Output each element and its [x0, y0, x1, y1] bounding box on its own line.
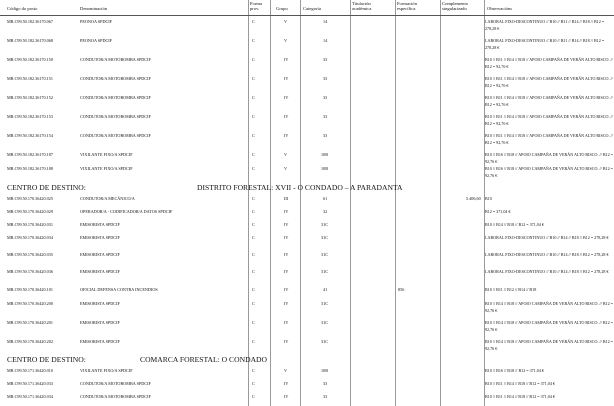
row-observacions: LABORAL FIXO-DESCONTINUO // B10 // B11 // B14 // B18 // B12 = 278,28 €	[485, 19, 605, 31]
row-grupo: V	[284, 38, 288, 43]
row-code: MR.C99.50.182.36170.067	[7, 19, 53, 24]
row-forma: C	[252, 114, 255, 119]
row-forma: C	[252, 394, 255, 399]
row-code: MR.C99.50.170.36420.201	[7, 320, 53, 325]
row-categoria: 14	[323, 38, 328, 43]
row-grupo: V	[284, 166, 288, 171]
row-observacions: B10 // B11 // B14 // B18 // APOIO CAMPAÑA DE VERÁN ALTO RISCO. // B12 = 92,76 €	[485, 57, 613, 69]
row-name: EMISORISTA SPDCIF	[80, 269, 120, 274]
column-rule	[440, 0, 441, 406]
row-forma: C	[252, 209, 255, 214]
row-observacions: LABORAL FIXO-DESCONTINUO // B10 // B14 // B18 // B12 = 278,28 €	[485, 252, 609, 257]
row-grupo: IV	[284, 133, 289, 138]
row-categoria: 61	[323, 196, 328, 201]
header-titulacion: Titulación	[352, 1, 371, 6]
row-categoria: 33	[323, 394, 328, 399]
row-grupo: V	[284, 152, 288, 157]
row-name: EMISORISTA SPDCIF	[80, 320, 120, 325]
row-grupo: V	[284, 19, 288, 24]
row-name: OFICIAL DEFENSA CONTRA INCENDIOS	[80, 287, 158, 292]
row-observacions: B10 // B16 // B18 // B12 = 371,04 €	[485, 368, 544, 373]
row-forma: C	[252, 76, 255, 81]
row-forma: C	[252, 196, 255, 201]
row-forma: C	[252, 133, 255, 138]
row-forma: C	[252, 381, 255, 386]
row-forma: C	[252, 320, 255, 325]
row-grupo: V	[284, 368, 288, 373]
row-code: MR.C99.50.182.36170.153	[7, 114, 53, 119]
row-code: MR.C99.50.182.36170.187	[7, 152, 53, 157]
row-name: EMISORISTA SPDCIF	[80, 252, 120, 257]
row-code: MR.C99.50.170.36420.029	[7, 209, 53, 214]
row-grupo: IV	[284, 235, 289, 240]
header-observacions: Observacións	[487, 6, 513, 11]
row-name: EMISORISTA SPDCIF	[80, 222, 120, 227]
row-code: MR.C99.50.182.36170.151	[7, 76, 53, 81]
row-categoria: 10B	[321, 152, 328, 157]
row-categoria: 10B	[321, 368, 328, 373]
row-observacions: B10 // B11 // B14 // B18 // APOIO CAMPAÑA DE VERÁN ALTO RISCO. // B12 = 92,76 €	[485, 114, 613, 126]
row-grupo: IV	[284, 95, 289, 100]
header-singularizado: singularizado	[442, 6, 467, 11]
row-grupo: III	[284, 196, 289, 201]
row-categoria: 31C	[321, 339, 328, 344]
row-categoria: 33	[323, 133, 328, 138]
row-code: MR.C99.50.170.36420.036	[7, 269, 53, 274]
row-forma: C	[252, 269, 255, 274]
row-categoria: 31C	[321, 269, 328, 274]
header-name: Denominación	[80, 6, 108, 11]
row-code: MR.C99.50.171.36420.034	[7, 394, 53, 399]
row-grupo: IV	[284, 320, 289, 325]
row-observacions: B12 = 371,04 €	[485, 209, 511, 214]
row-code: MR.C99.50.182.36170.188	[7, 166, 53, 171]
row-categoria: 14	[323, 19, 328, 24]
row-name: EMISORISTA SPDCIF	[80, 301, 120, 306]
row-observacions: B10 // B11 // B14 // B18 // APOIO CAMPAÑA DE VERÁN ALTO RISCO. // B12 = 92,76 €	[485, 133, 613, 145]
header-forma-prov: prov.	[250, 6, 260, 11]
row-categoria: 31C	[321, 222, 328, 227]
header-complemento: Complemento	[442, 1, 469, 6]
row-name: PEONOA SPDCIF	[80, 19, 112, 24]
row-grupo: IV	[284, 114, 289, 119]
section-label: CENTRO DE DESTINO:	[7, 183, 86, 192]
row-observacions: B10	[485, 196, 492, 201]
row-code: MR.C99.50.182.36170.152	[7, 95, 53, 100]
header-formacion: Formación	[397, 1, 417, 6]
column-rule	[350, 0, 351, 406]
row-code: MR.C99.50.171.36420.033	[7, 381, 53, 386]
row-name: CONDUTOR/A MOTOBOMBA SPDCIF	[80, 381, 151, 386]
row-observacions: LABORAL FIXO-DESCONTINUO // B10 // B14 // B18 // B12 = 278,28 €	[485, 269, 609, 274]
row-code: MR.C99.50.170.36420.025	[7, 196, 53, 201]
row-forma: C	[252, 252, 255, 257]
row-observacions: B10 // B16 // B18 // APOIO CAMPAÑA DE VERÁN ALTO RISCO. // B12 = 92,76 €	[485, 166, 613, 178]
row-grupo: IV	[284, 269, 289, 274]
row-categoria: 31C	[321, 301, 328, 306]
row-grupo: IV	[284, 381, 289, 386]
row-formacion: 856	[398, 287, 405, 292]
row-grupo: IV	[284, 339, 289, 344]
row-observacions: B10 // B11 // B14 // B18 // APOIO CAMPAÑA DE VERÁN ALTO RISCO. // B12 = 92,76 €	[485, 76, 613, 88]
row-forma: C	[252, 287, 255, 292]
row-name: CONDUTOR/A MOTOBOMBA SPDCIF	[80, 133, 151, 138]
row-categoria: 32	[323, 209, 328, 214]
row-grupo: IV	[284, 394, 289, 399]
row-observacions: B10 // B11 // B14 // B18 // B12 = 371,04 €	[485, 381, 555, 386]
row-categoria: 41	[323, 287, 328, 292]
row-grupo: IV	[284, 222, 289, 227]
row-categoria: 33	[323, 114, 328, 119]
row-observacions: LABORAL FIXO-DESCONTINUO // B10 // B14 // B18 // B12 = 278,28 €	[485, 235, 609, 240]
column-rule	[248, 0, 249, 406]
row-name: CONDUTOR/A MOTOBOMBA SPDCIF	[80, 394, 151, 399]
column-rule	[270, 0, 271, 406]
row-forma: C	[252, 152, 255, 157]
row-observacions: B10 // B11 // B12 // B14 // B18	[485, 287, 537, 292]
row-forma: C	[252, 166, 255, 171]
row-observacions: B10 // B14 // B18 // APOIO CAMPAÑA DE VERÁN ALTO RISCO. // B12 = 92,76 €	[485, 320, 613, 332]
header-academica: académica	[352, 6, 372, 11]
table-header	[0, 0, 614, 16]
row-grupo: IV	[284, 252, 289, 257]
header-rule	[0, 15, 614, 16]
row-forma: C	[252, 368, 255, 373]
row-forma: C	[252, 57, 255, 62]
row-name: VIXILANTE FIXO/A SPDCIF	[80, 368, 133, 373]
row-name: CONDUTOR/A MOTOBOMBA SPDCIF	[80, 57, 151, 62]
row-name: EMISORISTA SPDCIF	[80, 235, 120, 240]
row-observacions: LABORAL FIXO-DESCONTINUO // B10 // B11 // B14 // B18 // B12 = 278,28 €	[485, 38, 605, 50]
row-name: CONDUTOR/A MOTOBOMBA SPDCIF	[80, 114, 151, 119]
header-grupo: Grupo	[276, 6, 288, 11]
row-categoria: 10B	[321, 166, 328, 171]
row-forma: C	[252, 19, 255, 24]
header-especifica: específica	[397, 6, 416, 11]
header-code: Código do posto	[7, 6, 38, 11]
row-code: MR.C99.50.170.36420.035	[7, 252, 53, 257]
row-forma: C	[252, 235, 255, 240]
section-label: CENTRO DE DESTINO:	[7, 355, 86, 364]
row-grupo: IV	[284, 301, 289, 306]
row-name: EMISORISTA SPDCIF	[80, 339, 120, 344]
row-categoria: 33	[323, 381, 328, 386]
row-name: VIXILANTE FIXO/A SPDCIF	[80, 166, 133, 171]
row-name: OPERADOR/A - CODIFICADOR/A DATOS SPDCIF	[80, 209, 173, 214]
row-observacions: B10 // B14 // B18 // APOIO CAMPAÑA DE VERÁN ALTO RISCO. // B12 = 92,76 €	[485, 301, 613, 313]
row-observacions: B10 // B14 // B18 // APOIO CAMPAÑA DE VERÁN ALTO RISCO. // B12 = 92,76 €	[485, 339, 613, 351]
row-categoria: 33	[323, 57, 328, 62]
column-rule	[300, 0, 301, 406]
row-code: MR.C99.50.170.36420.034	[7, 235, 53, 240]
column-rule	[395, 0, 396, 406]
row-grupo: IV	[284, 76, 289, 81]
header-forma: Forma	[250, 1, 262, 6]
row-forma: C	[252, 95, 255, 100]
row-forma: C	[252, 222, 255, 227]
row-observacions: B10 // B14 // B18 // B12 = 371,04 €	[485, 222, 544, 227]
row-code: MR.C99.50.170.36420.200	[7, 301, 53, 306]
row-code: MR.C99.50.171.36420.010	[7, 368, 53, 373]
row-code: MR.C99.50.170.36420.101	[7, 287, 53, 292]
row-categoria: 31C	[321, 235, 328, 240]
row-categoria: 33	[323, 95, 328, 100]
row-name: CONDUTOR/A MOTOBOMBA SPDCIF	[80, 95, 151, 100]
row-grupo: IV	[284, 209, 289, 214]
row-forma: C	[252, 38, 255, 43]
section-name: DISTRITO FORESTAL: XVII - O CONDADO – A PARADANTA	[197, 183, 403, 192]
row-name: PEONOA SPDCIF	[80, 38, 112, 43]
row-name: CONDUTOR/A MECÁNICO/A	[80, 196, 135, 201]
section-name: COMARCA FORESTAL: O CONDADO	[140, 355, 268, 364]
row-code: MR.C99.50.170.36420.202	[7, 339, 53, 344]
row-complemento: 5.406,60	[466, 196, 481, 201]
row-grupo: IV	[284, 57, 289, 62]
header-categoria: Categoría	[303, 6, 321, 11]
row-categoria: 33	[323, 76, 328, 81]
row-code: MR.C99.50.182.36170.068	[7, 38, 53, 43]
row-observacions: B10 // B11 // B14 // B18 // APOIO CAMPAÑA DE VERÁN ALTO RISCO. // B12 = 92,76 €	[485, 95, 613, 107]
row-code: MR.C99.50.182.36170.154	[7, 133, 53, 138]
row-categoria: 31C	[321, 252, 328, 257]
row-code: MR.C99.50.182.36170.150	[7, 57, 53, 62]
row-observacions: B10 // B11 // B14 // B18 // B12 = 371,04 €	[485, 394, 555, 399]
row-forma: C	[252, 301, 255, 306]
row-name: CONDUTOR/A MOTOBOMBA SPDCIF	[80, 76, 151, 81]
row-code: MR.C99.50.170.36420.031	[7, 222, 53, 227]
row-name: VIXILANTE FIXO/A SPDCIF	[80, 152, 133, 157]
row-grupo: IV	[284, 287, 289, 292]
row-forma: C	[252, 339, 255, 344]
row-observacions: B10 // B16 // B18 // APOIO CAMPAÑA DE VERÁN ALTO RISCO. // B12 = 92,76 €	[485, 152, 613, 164]
row-categoria: 31C	[321, 320, 328, 325]
